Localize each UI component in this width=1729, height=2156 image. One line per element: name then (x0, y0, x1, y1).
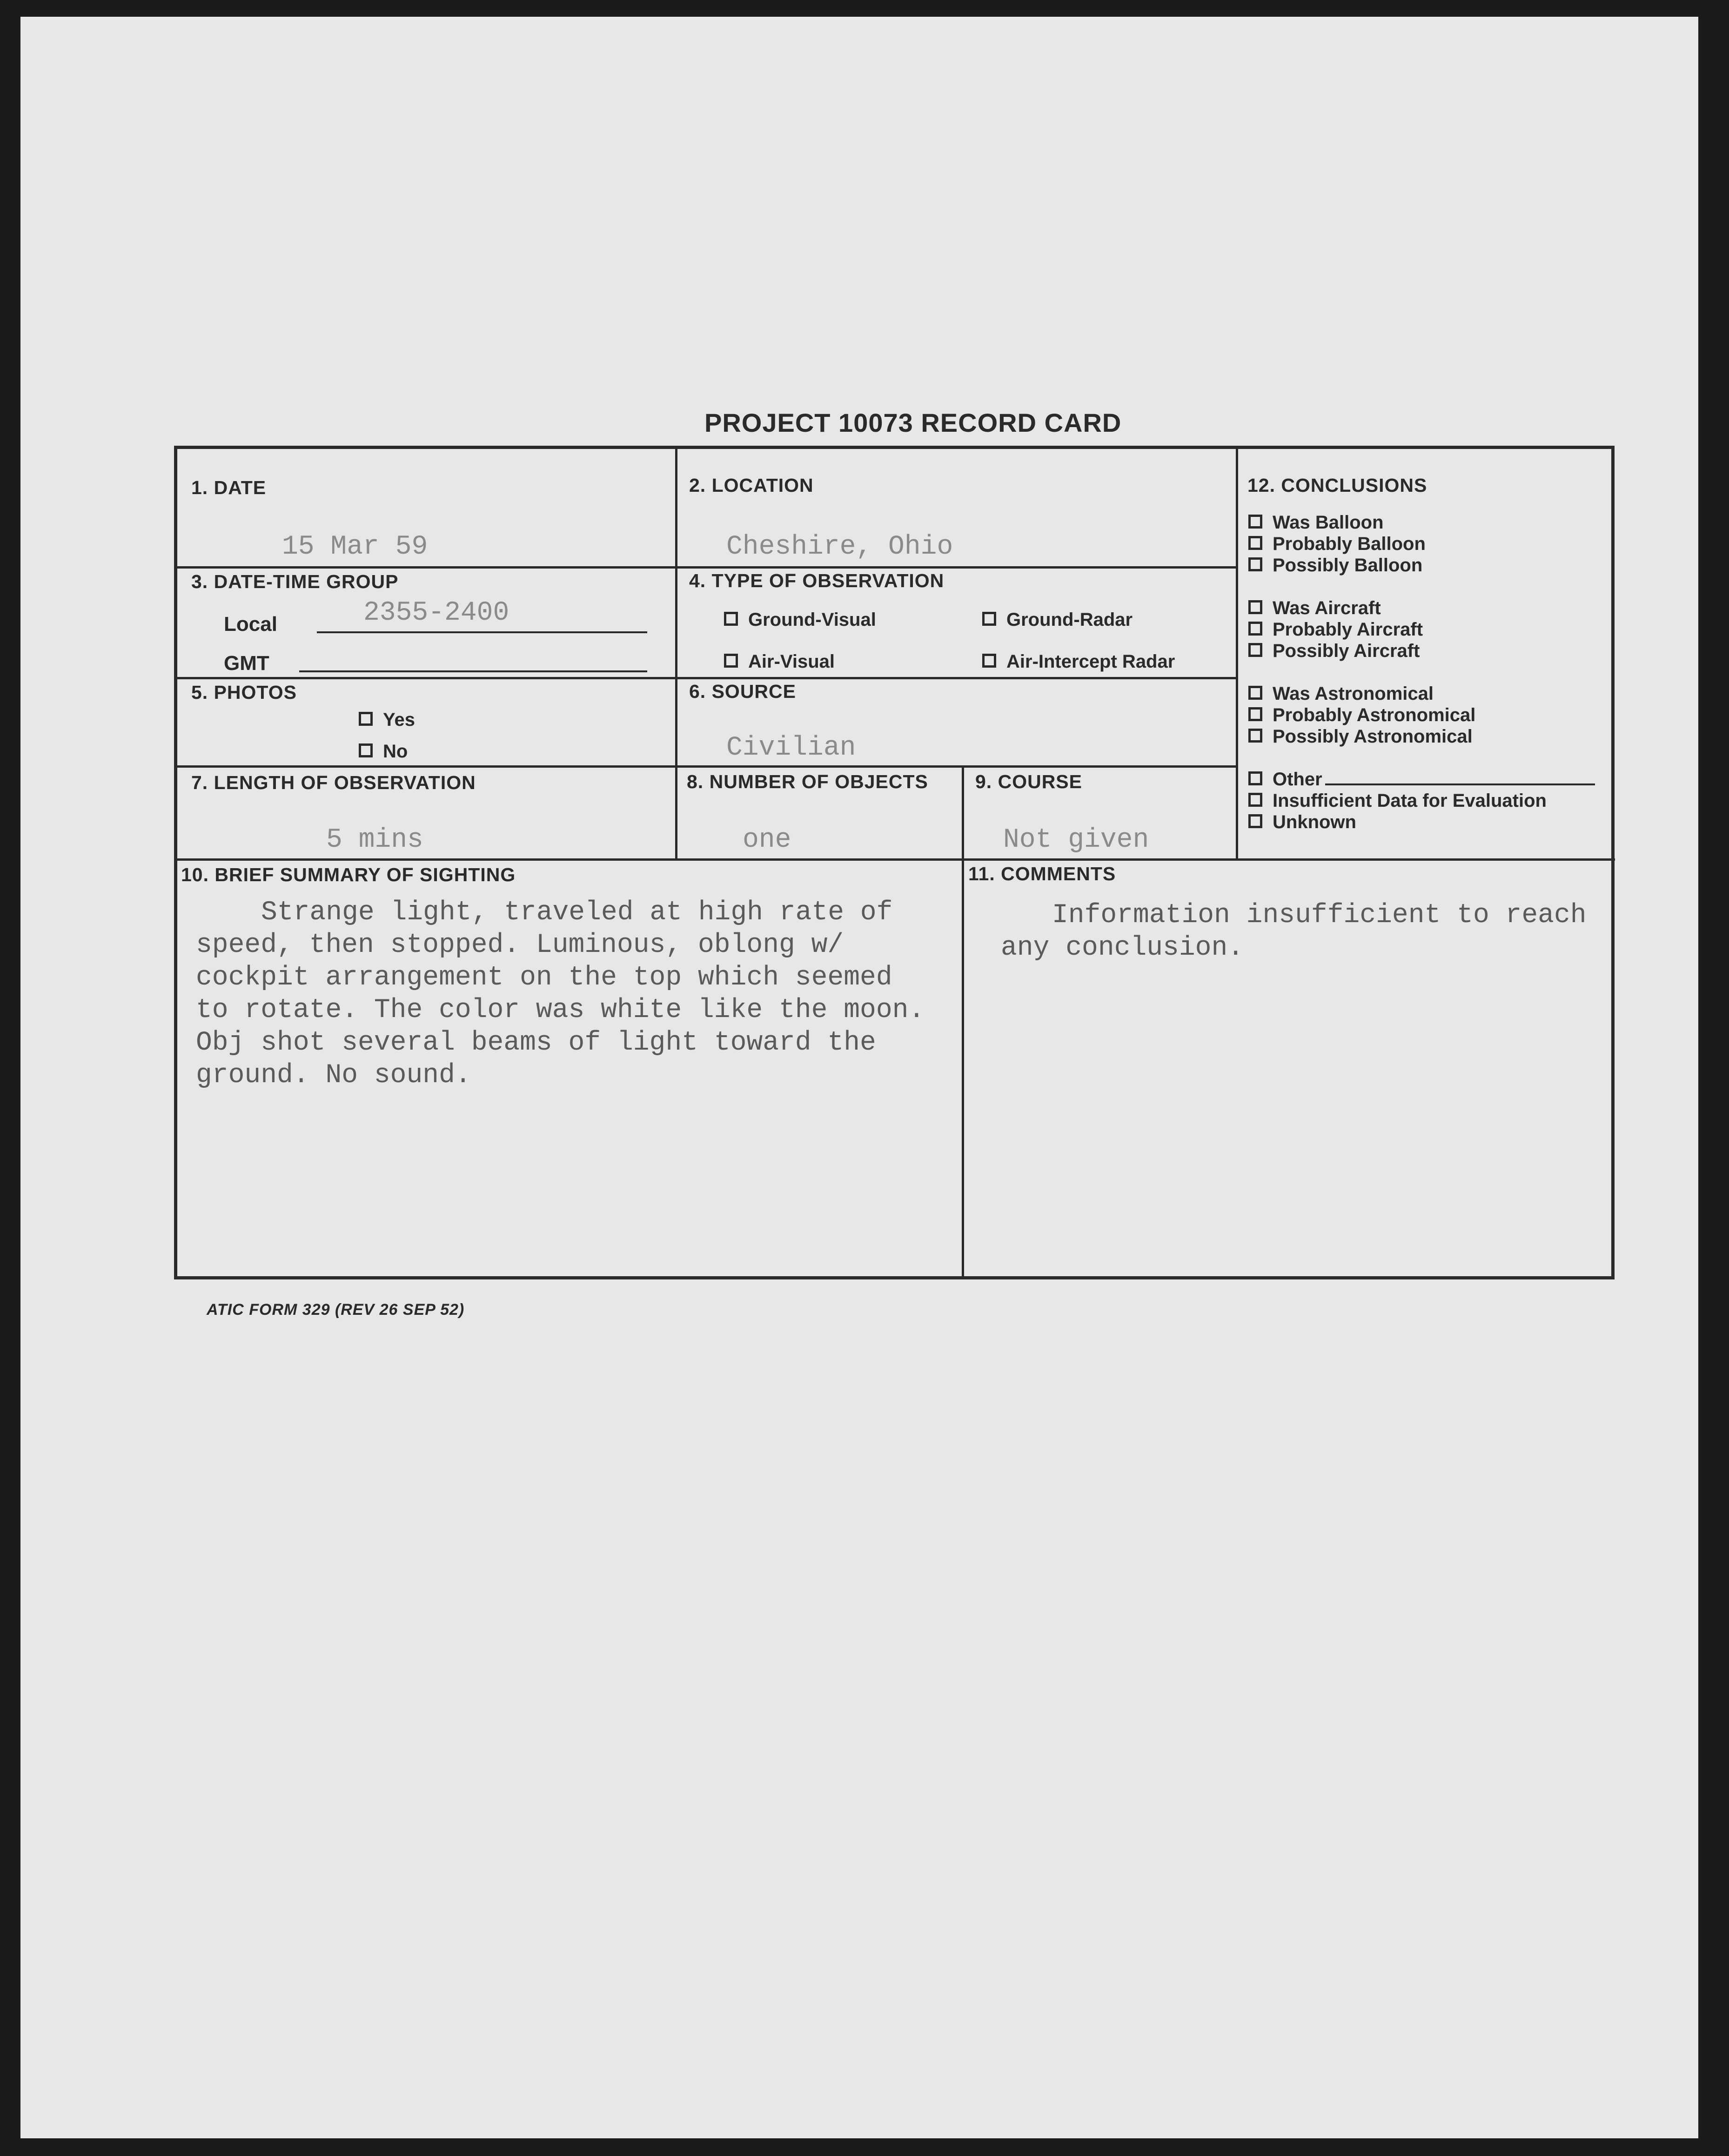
conclusion-item: Probably Astronomical (1248, 704, 1595, 726)
photos-yes: Yes (359, 710, 415, 730)
conclusion-item: Was Aircraft (1248, 576, 1595, 619)
dtg-local-value: 2355-2400 (363, 598, 509, 628)
checkbox-icon (982, 654, 996, 668)
conclusion-item: Was Balloon (1248, 512, 1595, 533)
option-air-visual: Air-Visual (724, 651, 835, 672)
checkbox-icon (1248, 600, 1262, 614)
checkbox-icon (1248, 557, 1262, 571)
conclusion-item: Probably Balloon (1248, 533, 1595, 555)
length-value: 5 mins (326, 825, 423, 855)
form-footer: ATIC FORM 329 (REV 26 SEP 52) (207, 1301, 465, 1319)
type-obs-label: 4. TYPE OF OBSERVATION (689, 570, 945, 591)
checkbox-icon (359, 743, 373, 757)
location-value: Cheshire, Ohio (726, 532, 953, 562)
conclusion-item: Unknown (1248, 811, 1595, 833)
conclusion-item: Probably Aircraft (1248, 619, 1595, 640)
comments-text: Information insufficient to reach any conclusion. (1001, 900, 1587, 963)
summary-label: 10. BRIEF SUMMARY OF SIGHTING (181, 864, 516, 885)
checkbox-icon (724, 612, 738, 626)
num-objects-value: one (743, 825, 791, 855)
option-ground-visual: Ground-Visual (724, 609, 876, 630)
checkbox-icon (724, 654, 738, 668)
date-value: 15 Mar 59 (282, 532, 428, 562)
date-label: 1. DATE (191, 477, 267, 498)
photos-label: 5. PHOTOS (191, 682, 297, 703)
course-value: Not given (1003, 825, 1149, 855)
source-label: 6. SOURCE (689, 681, 796, 702)
dtg-gmt-label: GMT (224, 652, 269, 675)
num-objects-label: 8. NUMBER OF OBJECTS (687, 771, 928, 792)
comments-label: 11. COMMENTS (968, 863, 1116, 884)
conclusions-label: 12. CONCLUSIONS (1247, 475, 1427, 496)
course-label: 9. COURSE (975, 771, 1082, 792)
checkbox-icon (359, 712, 373, 726)
option-ground-radar: Ground-Radar (982, 609, 1133, 630)
conclusion-item: Other (1248, 747, 1595, 790)
checkbox-icon (1248, 771, 1262, 785)
dtg-label: 3. DATE-TIME GROUP (191, 571, 399, 592)
checkbox-icon (1248, 729, 1262, 743)
option-air-intercept-radar: Air-Intercept Radar (982, 651, 1175, 672)
checkbox-icon (1248, 536, 1262, 550)
conclusion-item: Possibly Astronomical (1248, 726, 1595, 747)
source-value: Civilian (726, 733, 856, 763)
summary-text: Strange light, traveled at high rate of speed, then stopped. Luminous, oblong w/ cockpit arrangement on the top which seemed to rotate. The color was white like the moon. Obj shot several beams of light toward the ground. No sound. (196, 897, 925, 1091)
record-card-sheet (20, 17, 1698, 2138)
checkbox-icon (1248, 814, 1262, 828)
record-card-form (174, 446, 1615, 1279)
card-title: PROJECT 10073 RECORD CARD (704, 408, 1122, 437)
conclusion-item: Insufficient Data for Evaluation (1248, 790, 1595, 811)
location-label: 2. LOCATION (689, 475, 814, 496)
checkbox-icon (1248, 622, 1262, 636)
conclusion-item: Possibly Balloon (1248, 555, 1595, 576)
checkbox-icon (1248, 707, 1262, 721)
checkbox-icon (1248, 793, 1262, 807)
length-label: 7. LENGTH OF OBSERVATION (191, 772, 476, 793)
checkbox-icon (1248, 515, 1262, 529)
conclusion-item: Possibly Aircraft (1248, 640, 1595, 662)
conclusion-item: Was Astronomical (1248, 662, 1595, 704)
conclusions-list (1248, 512, 1595, 833)
dtg-local-label: Local (224, 613, 277, 636)
checkbox-icon (982, 612, 996, 626)
checkbox-icon (1248, 643, 1262, 657)
photos-no: No (359, 741, 408, 762)
checkbox-icon (1248, 686, 1262, 700)
